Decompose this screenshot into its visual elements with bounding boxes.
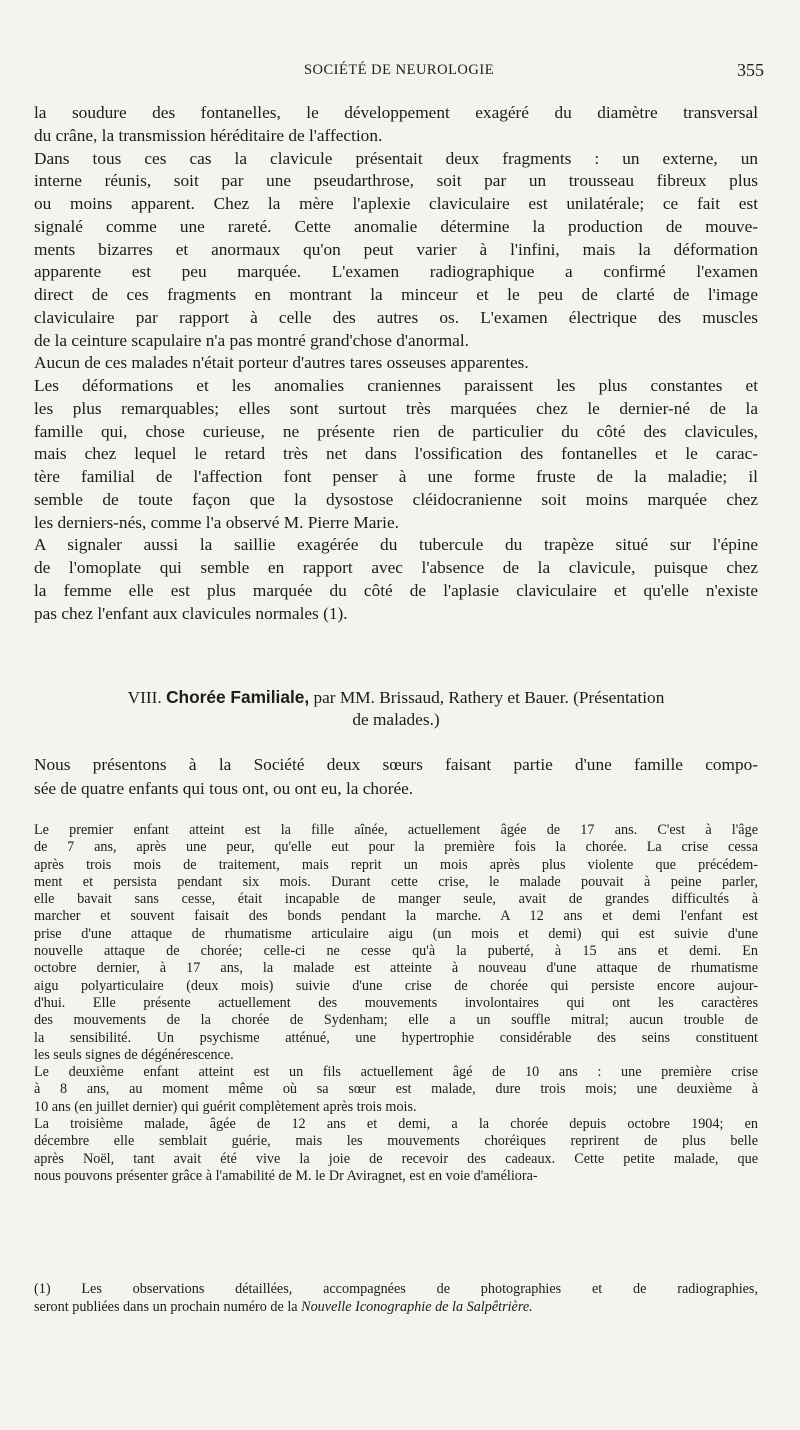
text-line: octobre dernier, à 17 ans, la malade est atteinte à nouveau d'une attaque de rhumatisme: [34, 960, 758, 977]
footnote: [34, 1280, 758, 1316]
text-line: décembre elle semblait guérie, mais les mouvements choréiques reprirent de plus belle: [34, 1133, 758, 1150]
text-line: les plus remarquables; elles sont surtout très marquées chez le dernier-né de la: [34, 398, 758, 418]
section-title: Chorée Familiale,: [166, 687, 310, 707]
footnote-text: seront publiées dans un prochain numéro de la: [34, 1299, 298, 1315]
text-line: aigu polyarticulaire (deux mois) suivie d'une crise de chorée qui persiste encore aujour-: [34, 977, 758, 994]
text-line: famille qui, chose curieuse, ne présente rien de particulier du côté des clavicules,: [34, 421, 758, 441]
text-line: Le premier enfant atteint est la fille aînée, actuellement âgée de 17 ans. C'est à l'âge: [34, 822, 758, 838]
page-number: 355: [737, 60, 764, 80]
text-line: mais chez lequel le retard très net dans l'ossification des fontanelles et le carac-: [34, 444, 758, 464]
text-line: Les déformations et les anomalies craniennes paraissent les plus constantes et: [34, 376, 758, 395]
text-line: Dans tous ces cas la clavicule présentait deux fragments : un externe, un: [34, 148, 758, 168]
text-line: nouvelle attaque de chorée; celle-ci ne cesse qu'à la puberté, à 15 ans et demi. En: [34, 943, 758, 960]
text-line: après Noël, tant avait été vive la joie de recevoir des cadeaux. Cette petite malade, que: [34, 1150, 758, 1167]
text-line: A signaler aussi la saillie exagérée du tubercule du trapèze situé sur l'épine: [34, 535, 758, 555]
text-line: signalé comme une rareté. Cette anomalie détermine la production de mouve-: [34, 216, 758, 236]
text-line: claviculaire par rapport à celle des autres os. L'examen électrique des muscles: [34, 307, 758, 327]
text-line: prise d'une attaque de rhumatisme articulaire aigu (un mois et demi) qui est suivie d'une: [34, 925, 758, 942]
text-line: interne réunis, soit par une pseudarthrose, soit par un trousseau fibreux plus: [34, 171, 758, 191]
text-line: elle bavait sans cesse, était incapable de manger seule, avait de grandes difficultés à: [34, 891, 758, 908]
running-title: SOCIÉTÉ DE NEUROLOGIE: [303, 62, 495, 78]
text-line: sée de quatre enfants qui tous ont, ou ont eu, la chorée.: [34, 779, 414, 798]
text-line: la soudure des fontanelles, le développement exagéré du diamètre transversal: [34, 103, 758, 122]
paragraph-case-details: [34, 822, 758, 1185]
text-line: les derniers-nés, comme l'a observé M. Pierre Marie.: [34, 512, 399, 532]
section-authors: par MM. Brissaud, Rathery et Bauer. (Présentation: [313, 688, 665, 707]
paragraph-block-clavicle: [34, 102, 758, 625]
text-line: de l'omoplate qui semble en rapport avec l'absence de la clavicule, puisque chez: [34, 558, 758, 577]
text-line: 10 ans (en juillet dernier) qui guérit complètement après trois mois.: [34, 1098, 417, 1115]
journal-title: Nouvelle Iconographie de la Salpêtrière.: [301, 1299, 533, 1315]
text-line: à 8 ans, au moment même où sa sœur est malade, dure trois mois; une deuxième à: [34, 1081, 758, 1098]
text-line: après trois mois de traitement, mais reprit un mois après plus violente que précédem-: [34, 856, 758, 873]
section-heading: [34, 686, 758, 731]
text-line: direct de ces fragments en montrant la minceur et le peu de clarté de l'image: [34, 285, 758, 304]
text-line: d'hui. Elle présente actuellement des mouvements involontaires qui ont les caractères: [34, 994, 758, 1011]
text-line: des mouvements de la chorée de Sydenham; elle a un souffle mitral; aucun trouble de: [34, 1012, 758, 1029]
text-line: ment et persista pendant six mois. Durant cette crise, le malade pouvait à peine parler,: [34, 873, 758, 890]
text-line: ments bizarres et anormaux qu'on peut varier à l'infini, mais la déformation: [34, 239, 758, 259]
text-line: ou moins apparent. Chez la mère l'aplexie claviculaire est unilatérale; ce fait est: [34, 194, 758, 213]
text-line: Le deuxième enfant atteint est un fils actuellement âgé de 10 ans : une première crise: [34, 1064, 758, 1081]
paragraph-intro-chorea: [34, 753, 758, 801]
text-line: tère familial de l'affection font penser à une forme fruste de la maladie; il: [34, 467, 758, 486]
text-line: nous pouvons présenter grâce à l'amabilité de M. le Dr Aviragnet, est en voie d'améliora-: [34, 1167, 538, 1184]
text-line: de la ceinture scapulaire n'a pas montré grand'chose d'anormal.: [34, 330, 469, 350]
text-line: du crâne, la transmission héréditaire de l'affection.: [34, 125, 383, 145]
text-line: semble de toute façon que la dysostose cléidocranienne soit moins marquée chez: [34, 489, 758, 509]
text-line: Aucun de ces malades n'était porteur d'autres tares osseuses apparentes.: [34, 353, 529, 373]
text-line: Nous présentons à la Société deux sœurs faisant partie d'une famille compo-: [34, 755, 758, 774]
text-line: marcher et souvent faisait des bonds pendant la marche. A 12 ans et demi l'enfant est: [34, 908, 758, 925]
text-line: apparente est peu marquée. L'examen radiographique a confirmé l'examen: [34, 262, 758, 282]
footnote-line: [34, 1298, 758, 1316]
page-header: [34, 62, 764, 86]
text-line: de 7 ans, après une peur, qu'elle eut pour la première fois la chorée. La crise cessa: [34, 839, 758, 856]
text-line: la sensibilité. Un psychisme atténué, une hypertrophie considérable des seins constituent: [34, 1029, 758, 1046]
section-authors-cont: de malades.): [352, 710, 440, 729]
text-line: La troisième malade, âgée de 12 ans et demi, a la chorée depuis octobre 1904; en: [34, 1116, 758, 1133]
footnote-line: (1) Les observations détaillées, accompagnées de photographies et de radiographies,: [34, 1281, 758, 1297]
text-line: les seuls signes de dégénérescence.: [34, 1046, 234, 1063]
text-line: la femme elle est plus marquée du côté de l'aplasie claviculaire et qu'elle n'existe: [34, 580, 758, 600]
section-number: VIII.: [127, 688, 162, 707]
text-line: pas chez l'enfant aux clavicules normales (1).: [34, 603, 348, 623]
